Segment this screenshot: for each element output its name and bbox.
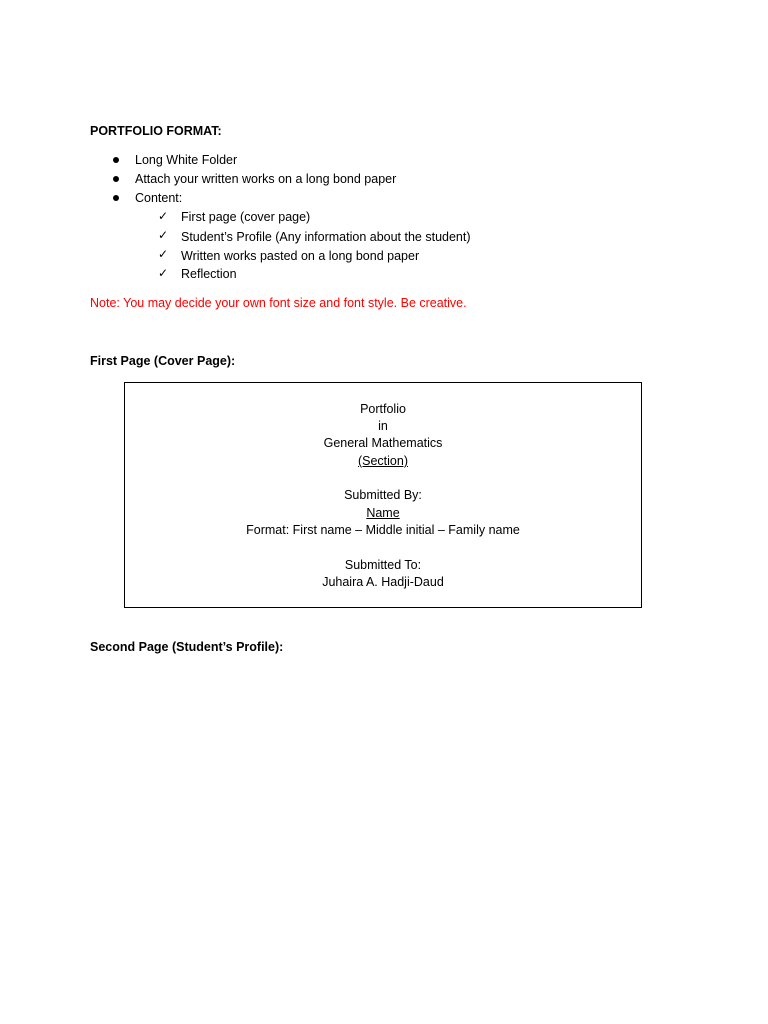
- cover-subject: General Mathematics: [323, 436, 443, 450]
- cover-submitted-to-label: Submitted To:: [344, 558, 422, 572]
- portfolio-format-heading: PORTFOLIO FORMAT:: [90, 124, 222, 138]
- check-item-label: First page (cover page): [181, 210, 311, 224]
- check-item-label: Student’s Profile (Any information about the student): [181, 230, 471, 244]
- cover-title-portfolio: Portfolio: [360, 402, 406, 416]
- cover-section: (Section): [357, 454, 409, 468]
- bullet-label: Content:: [135, 191, 183, 205]
- cover-name-placeholder: Name: [366, 506, 400, 520]
- cover-page-box: [124, 382, 642, 608]
- bullet-icon: [113, 176, 119, 182]
- checkmark-icon: ✓: [158, 209, 169, 223]
- checkmark-icon: ✓: [158, 247, 169, 261]
- check-item-label: Reflection: [181, 267, 237, 281]
- second-page-heading: Second Page (Student’s Profile):: [90, 640, 284, 654]
- cover-name-line: [125, 505, 641, 521]
- checkmark-icon: ✓: [158, 228, 169, 242]
- first-page-heading: First Page (Cover Page):: [90, 354, 236, 368]
- note-text: Note: You may decide your own font size and font style. Be creative.: [90, 296, 467, 310]
- checkmark-icon: ✓: [158, 266, 169, 280]
- cover-teacher-name: Juhaira A. Hadji-Daud: [322, 575, 444, 589]
- bullet-icon: [113, 195, 119, 201]
- cover-section-line: [125, 453, 641, 469]
- cover-title-in: in: [378, 419, 388, 433]
- bullet-label: Long White Folder: [135, 153, 238, 167]
- bullet-icon: [113, 157, 119, 163]
- cover-submitted-by-label: Submitted By:: [344, 488, 422, 502]
- check-item-label: Written works pasted on a long bond paper: [181, 249, 420, 263]
- cover-name-format: Format: First name – Middle initial – Family name: [246, 523, 520, 537]
- bullet-label: Attach your written works on a long bond paper: [135, 172, 397, 186]
